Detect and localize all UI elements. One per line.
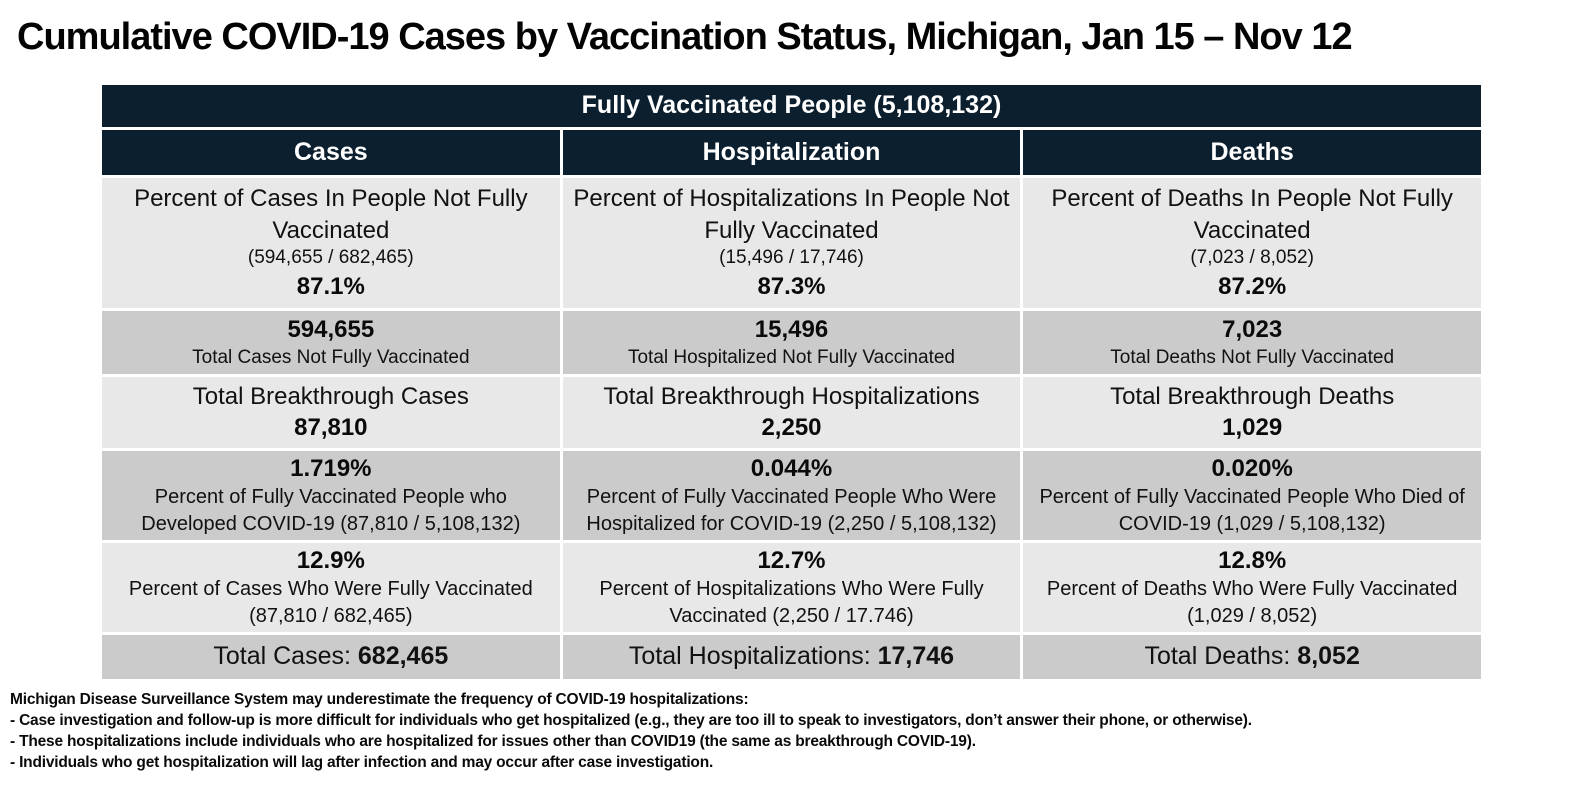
cell-label: Total Breakthrough Cases: [192, 382, 469, 410]
column-header-hospitalization: [563, 130, 1021, 175]
cell-label: Total Hospitalized Not Fully Vaccinated: [627, 346, 955, 368]
cell-label: Total Deaths Not Fully Vaccinated: [1110, 346, 1395, 368]
column-header-label: Cases: [293, 137, 368, 166]
cell-value: 12.8%: [1218, 546, 1287, 574]
banner-label: Fully Vaccinated People (5,108,132): [581, 91, 1002, 120]
cell-pct-not-vaccinated-hospitalization: [563, 178, 1021, 308]
cell-value: 87,810: [294, 414, 368, 442]
total-value: 682,465: [357, 642, 449, 671]
cell-grand-total-deaths: [1023, 635, 1481, 679]
cell-breakthrough-cases: [102, 377, 560, 448]
cell-label: Percent of Fully Vaccinated People Who Were Hospitalized for COVID-19 (2,250 / 5,108,132): [586, 486, 997, 536]
cell-value: 12.9%: [296, 546, 365, 574]
cell-label: Percent of Deaths Who Were Fully Vaccinated (1,029 / 8,052): [1046, 578, 1458, 628]
total-label: Total Hospitalizations:: [628, 642, 878, 671]
cell-label: Percent of Hospitalizations In People Not Fully Vaccinated: [573, 184, 1010, 244]
cell-breakthrough-hospitalization: [563, 377, 1021, 448]
total-line: [629, 640, 954, 673]
total-label: Total Cases:: [213, 642, 358, 671]
cell-fraction: (594,655 / 682,465): [247, 247, 414, 269]
cell-label: Percent of Cases In People Not Fully Vaccinated: [134, 184, 528, 244]
cell-total-not-vaccinated-hospitalization: [563, 311, 1021, 374]
cell-pct-not-vaccinated-cases: [102, 178, 560, 308]
cell-value: 1,029: [1222, 414, 1283, 442]
cell-label: Total Breakthrough Deaths: [1110, 382, 1395, 410]
cell-value: 594,655: [287, 316, 375, 343]
cell-pct-of-cases-vaccinated: [102, 543, 560, 632]
cell-label: Percent of Deaths In People Not Fully Vaccinated: [1051, 184, 1453, 244]
cell-value: 0.044%: [750, 454, 833, 482]
total-line: [213, 640, 448, 673]
cell-fraction: (15,496 / 17,746): [719, 247, 864, 269]
cell-pct-not-vaccinated-deaths: [1023, 178, 1481, 308]
total-value: 17,746: [877, 642, 955, 671]
cell-fraction: (7,023 / 8,052): [1190, 247, 1314, 269]
cell-pct-vaccinated-hospitalized: [563, 451, 1021, 540]
cell-value: 0.020%: [1211, 454, 1293, 482]
vaccination-status-table: [102, 85, 1481, 679]
cell-pct-vaccinated-developed-cases: [102, 451, 560, 540]
cell-value: 1.719%: [290, 454, 372, 482]
total-value: 8,052: [1297, 642, 1360, 671]
column-header-cases: [102, 130, 560, 175]
cell-value: 87.2%: [1218, 272, 1287, 300]
cell-total-not-vaccinated-deaths: [1023, 311, 1481, 374]
cell-label: Total Cases Not Fully Vaccinated: [192, 346, 470, 368]
fully-vaccinated-banner: [102, 85, 1481, 127]
cell-label: Percent of Cases Who Were Fully Vaccinated (87,810 / 682,465): [128, 578, 533, 628]
cell-value: 2,250: [761, 414, 822, 442]
footnote-line: - Individuals who get hospitalization will lag after infection and may occur after case investigation.: [10, 753, 714, 771]
cell-grand-total-hospitalizations: [563, 635, 1021, 679]
cell-label: Percent of Hospitalizations Who Were Fully Vaccinated (2,250 / 17.746): [599, 578, 984, 628]
cell-pct-of-deaths-vaccinated: [1023, 543, 1481, 632]
cell-breakthrough-deaths: [1023, 377, 1481, 448]
cell-pct-of-hospitalizations-vaccinated: [563, 543, 1021, 632]
cell-value: 15,496: [754, 316, 829, 343]
cell-pct-vaccinated-died: [1023, 451, 1481, 540]
cell-label: Percent of Fully Vaccinated People who Developed COVID-19 (87,810 / 5,108,132): [141, 486, 521, 536]
column-header-label: Deaths: [1210, 137, 1294, 166]
cell-label: Total Breakthrough Hospitalizations: [603, 382, 980, 410]
total-line: [1144, 640, 1359, 673]
footnote-line: - Case investigation and follow-up is more difficult for individuals who get hospitalized (e.g., they are too ill to speak to investigators, don’t answer their phone, or otherwise).: [10, 711, 1252, 729]
page-title: Cumulative COVID-19 Cases by Vaccination Status, Michigan, Jan 15 – Nov 12: [17, 16, 1352, 58]
footnote-line: - These hospitalizations include individuals who are hospitalized for issues other than COVID19 (the same as breakthrough COVID-19).: [10, 732, 976, 750]
cell-value: 87.3%: [757, 272, 826, 300]
footnotes: [10, 689, 1579, 773]
footnote-line: Michigan Disease Surveillance System may underestimate the frequency of COVID-19 hospitalizations:: [10, 690, 749, 708]
cell-grand-total-cases: [102, 635, 560, 679]
cell-label: Percent of Fully Vaccinated People Who Died of COVID-19 (1,029 / 5,108,132): [1039, 486, 1465, 536]
column-header-deaths: [1023, 130, 1481, 175]
column-header-label: Hospitalization: [702, 137, 881, 166]
cell-total-not-vaccinated-cases: [102, 311, 560, 374]
total-label: Total Deaths:: [1144, 642, 1298, 671]
cell-value: 87.1%: [296, 272, 365, 300]
cell-value: 12.7%: [757, 546, 826, 574]
cell-value: 7,023: [1222, 316, 1283, 343]
